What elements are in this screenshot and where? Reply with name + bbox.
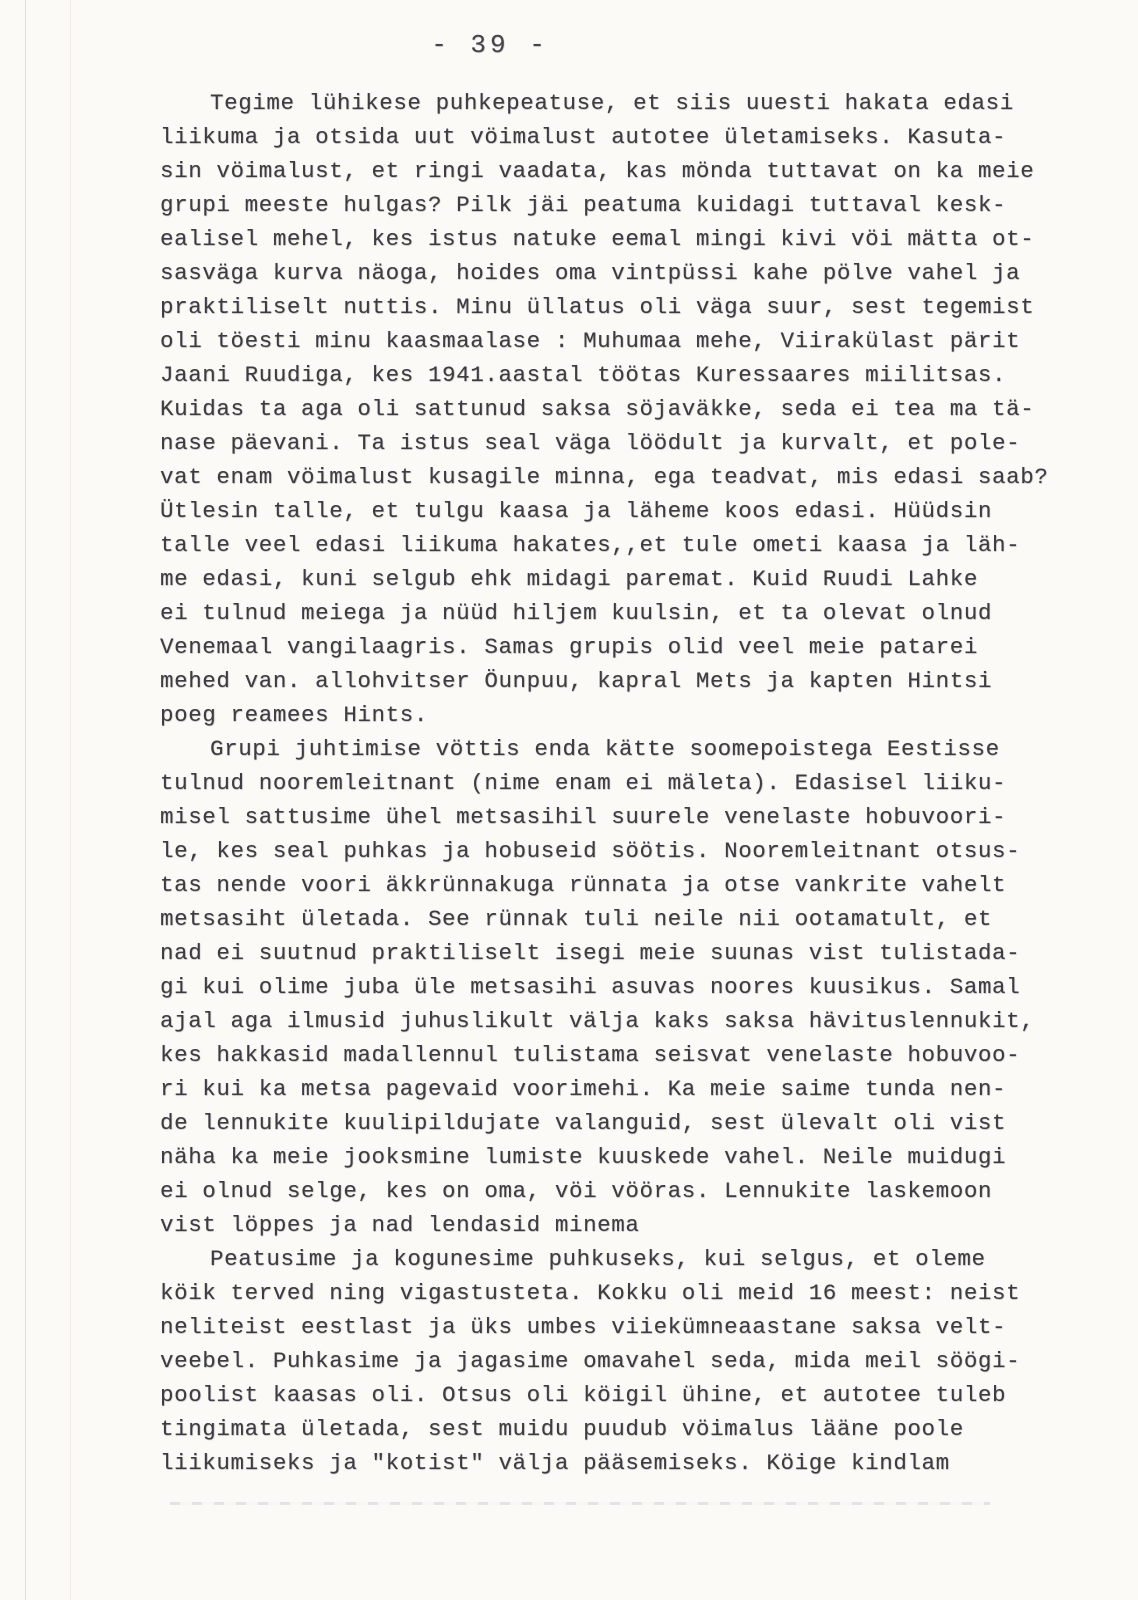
paragraph [160, 1242, 1060, 1480]
scan-artifact [170, 1502, 990, 1505]
text-line: sin vöimalust, et ringi vaadata, kas mönda tuttavat on ka meie [160, 158, 1035, 184]
text-line: Venemaal vangilaagris. Samas grupis olid veel meie patarei [160, 634, 978, 660]
text-line: Tegime lühikese puhkepeatuse, et siis uuesti hakata edasi [210, 90, 1014, 116]
text-line: metsasiht ületada. See rünnak tuli neile nii ootamatult, et [160, 906, 993, 932]
text-line: mehed van. allohvitser Öunpuu, kapral Mets ja kapten Hintsi [160, 668, 993, 694]
text-line: de lennukite kuulipildujate valanguid, sest ülevalt oli vist [160, 1110, 1007, 1136]
text-line: Jaani Ruudiga, kes 1941.aastal töötas Kuressaares miilitsas. [160, 362, 1007, 388]
text-line: köik terved ning vigastusteta. Kokku oli meid 16 meest: neist [160, 1280, 1021, 1306]
text-line: grupi meeste hulgas? Pilk jäi peatuma kuidagi tuttaval kesk- [160, 192, 1007, 218]
text-line: tas nende voori äkkrünnakuga rünnata ja otse vankrite vahelt [160, 872, 1007, 898]
text-line: ealisel mehel, kes istus natuke eemal mingi kivi vöi mätta ot- [160, 226, 1035, 252]
text-line: sasväga kurva näoga, hoides oma vintpüssi kahe pölve vahel ja [160, 260, 1021, 286]
text-line: ri kui ka metsa pagevaid voorimehi. Ka meie saime tunda nen- [160, 1076, 1007, 1102]
text-line: kes hakkasid madallennul tulistama seisvat venelaste hobuvoo- [160, 1042, 1021, 1068]
text-line: poeg reamees Hints. [160, 702, 428, 728]
text-line: liikuma ja otsida uut vöimalust autotee ületamiseks. Kasuta- [160, 124, 1007, 150]
text-line: ajal aga ilmusid juhuslikult välja kaks saksa hävituslennukit, [160, 1008, 1035, 1034]
text-line: oli töesti minu kaasmaalase : Muhumaa mehe, Viirakülast pärit [160, 328, 1021, 354]
text-line: veebel. Puhkasime ja jagasime omavahel seda, mida meil söögi- [160, 1348, 1021, 1374]
text-line: ei olnud selge, kes on oma, vöi vööras. Lennukite laskemoon [160, 1178, 993, 1204]
text-line: Peatusime ja kogunesime puhkuseks, kui selgus, et oleme [210, 1246, 986, 1272]
text-line: Kuidas ta aga oli sattunud saksa söjaväkke, seda ei tea ma tä- [160, 396, 1035, 422]
text-line: ei tulnud meiega ja nüüd hiljem kuulsin, et ta olevat olnud [160, 600, 993, 626]
text-line: talle veel edasi liikuma hakates,,et tule ometi kaasa ja läh- [160, 532, 1021, 558]
text-line: poolist kaasas oli. Otsus oli köigil ühine, et autotee tuleb [160, 1382, 1007, 1408]
text-line: nase päevani. Ta istus seal väga löödult ja kurvalt, et pole- [160, 430, 1021, 456]
text-line: Grupi juhtimise vöttis enda kätte soomepoistega Eestisse [210, 736, 1000, 762]
page-number: - 39 - [431, 30, 549, 60]
text-line: vat enam vöimalust kusagile minna, ega teadvat, mis edasi saab? [160, 464, 1049, 490]
text-line: praktiliselt nuttis. Minu üllatus oli väga suur, sest tegemist [160, 294, 1035, 320]
text-line: vist löppes ja nad lendasid minema [160, 1212, 640, 1238]
text-line: le, kes seal puhkas ja hobuseid söötis. Nooremleitnant otsus- [160, 838, 1021, 864]
text-line: liikumiseks ja "kotist" välja pääsemiseks. Köige kindlam [160, 1450, 950, 1476]
text-line: tingimata ületada, sest muidu puudub vöimalus lääne poole [160, 1416, 964, 1442]
paragraph [160, 86, 1060, 732]
text-line: gi kui olime juba üle metsasihi asuvas noores kuusikus. Samal [160, 974, 1021, 1000]
text-line: tulnud nooremleitnant (nime enam ei mäleta). Edasisel liiku- [160, 770, 1007, 796]
text-line: Ütlesin talle, et tulgu kaasa ja läheme koos edasi. Hüüdsin [160, 498, 993, 524]
text-line: neliteist eestlast ja üks umbes viiekümneaastane saksa velt- [160, 1314, 1007, 1340]
paragraph [160, 732, 1060, 1242]
text-line: nad ei suutnud praktiliselt isegi meie suunas vist tulistada- [160, 940, 1021, 966]
text-line: misel sattusime ühel metsasihil suurele venelaste hobuvoori- [160, 804, 1007, 830]
document-body [160, 86, 1060, 1480]
text-line: näha ka meie jooksmine lumiste kuuskede vahel. Neile muidugi [160, 1144, 1007, 1170]
text-line: me edasi, kuni selgub ehk midagi paremat. Kuid Ruudi Lahke [160, 566, 978, 592]
